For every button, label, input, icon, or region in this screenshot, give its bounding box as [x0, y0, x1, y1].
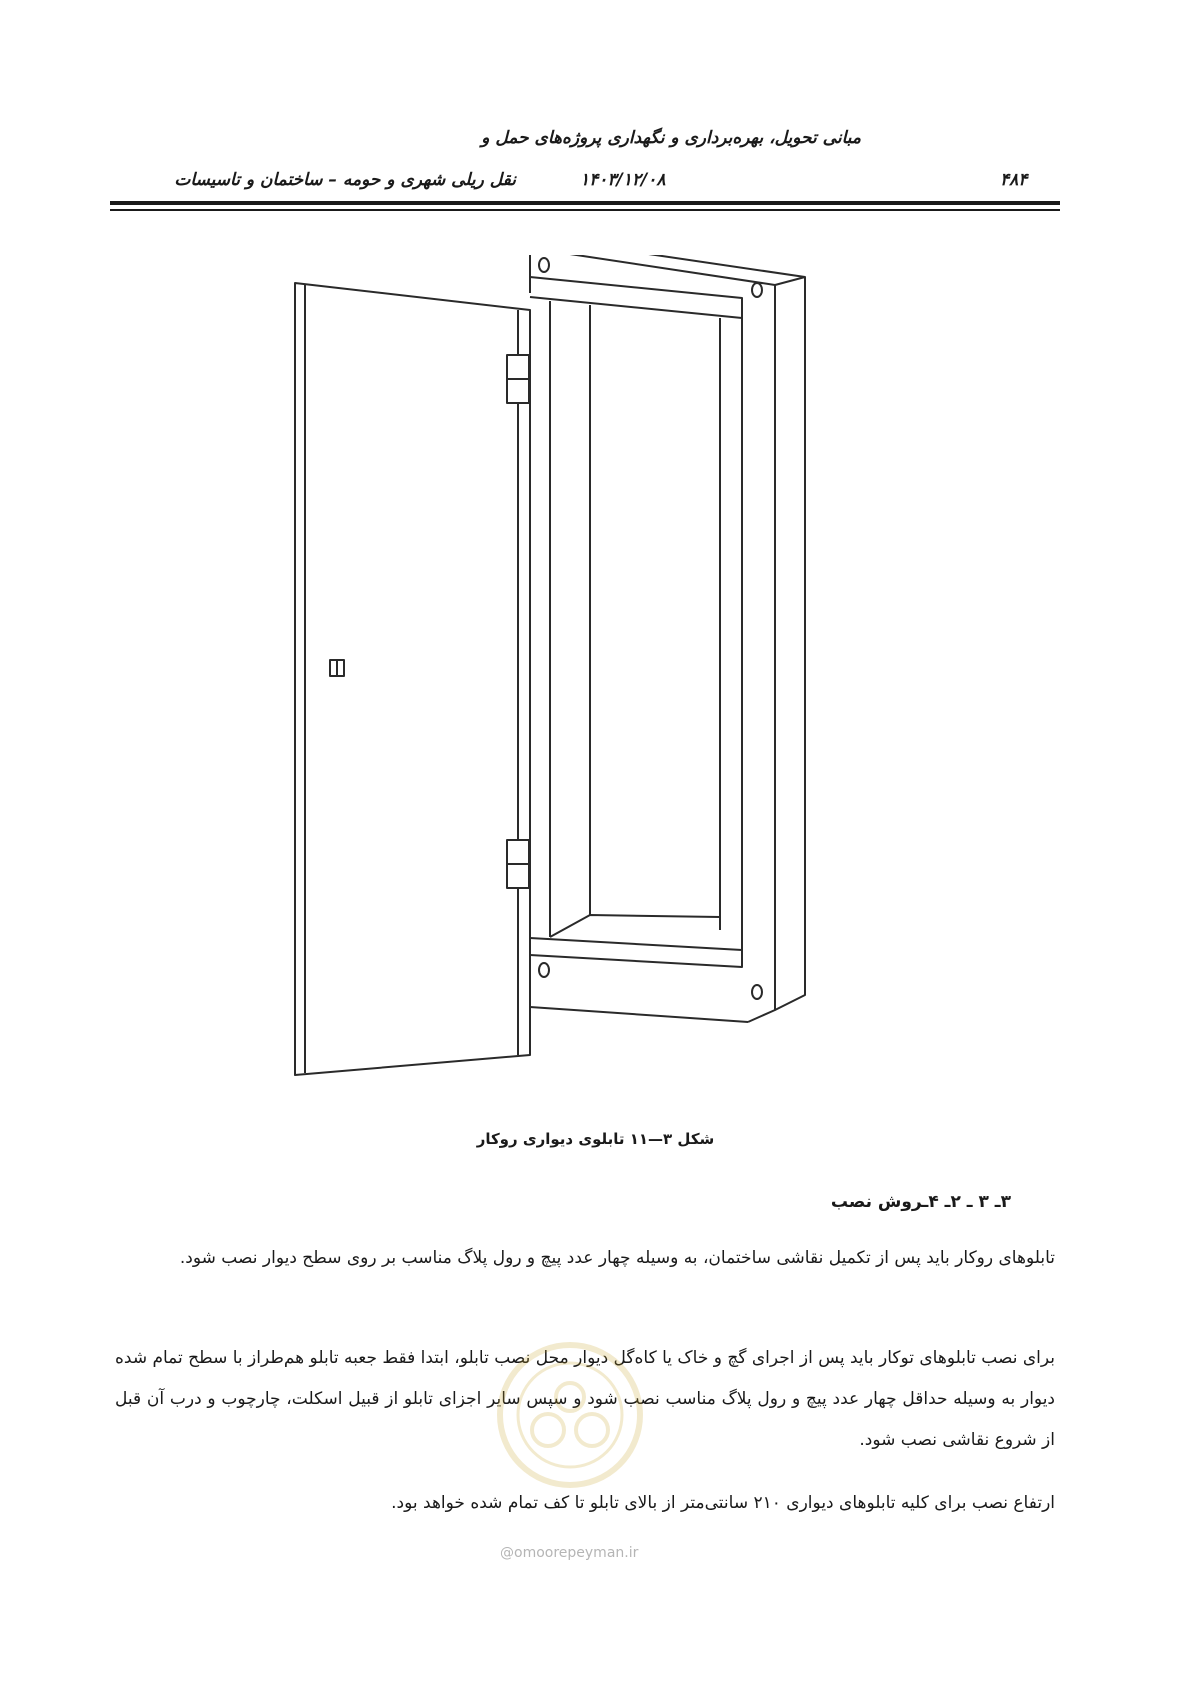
mounting-hole-icon [752, 283, 762, 297]
paragraph: تابلوهای روکار باید پس از تکمیل نقاشی ساختمان، به وسیله چهار عدد پیچ و رول پلاگ مناسب بر روی سطح دیوار نصب شود. [179, 1248, 1055, 1268]
watermark-site-text: @omoorepeyman.ir [500, 1545, 639, 1561]
mounting-hole-icon [539, 963, 549, 977]
watermark-seal [490, 1335, 650, 1495]
header-title-line1: مبانی تحویل، بهره‌برداری و نگهداری پروژه‌های حمل و [481, 128, 861, 148]
header-date: ۱۴۰۳/۱۲/۰۸ [580, 170, 666, 190]
cabinet-frame [530, 255, 805, 1022]
header-rule-thick [110, 201, 1060, 205]
figure-caption: شکل ۳—۱۱ تابلوی دیواری روکار [476, 1130, 715, 1148]
section-heading: ۳ـ ۳ ـ ۲ـ ۴ـروش نصب [830, 1192, 1011, 1212]
paragraph: ارتفاع نصب برای کلیه تابلوهای دیواری ۲۱۰ سانتی‌متر از بالای تابلو تا کف تمام شده خواهد بود. [391, 1493, 1055, 1513]
cabinet-interior [530, 277, 742, 967]
door-panel [295, 283, 530, 1075]
paragraph: برای نصب تابلوهای توکار باید پس از اجرای گچ و خاک یا کاه‌گل دیوار محل نصب تابلو، ابتدا فقط جعبه تابلو هم‌طراز با سطح تمام شده دیوار به وسیله حداقل چهار عدد پیچ و رول پلاگ مناسب نصب شود و سپس سایر اجزای تابلو از قبیل اسکلت، چارچوب و درب آن قبل از شروع نقاشی نصب شود. [115, 1348, 1055, 1450]
header-title-line2: نقل ریلی شهری و حومه – ساختمان و تاسیسات [174, 170, 516, 190]
wall-panel-illustration [280, 255, 890, 1105]
mounting-hole-icon [539, 258, 549, 272]
page-number: ۴۸۴ [1000, 170, 1028, 190]
header-rule-thin [110, 209, 1060, 211]
bottom-hinge-icon [507, 840, 529, 888]
top-hinge-icon [507, 355, 529, 403]
mounting-hole-icon [752, 985, 762, 999]
